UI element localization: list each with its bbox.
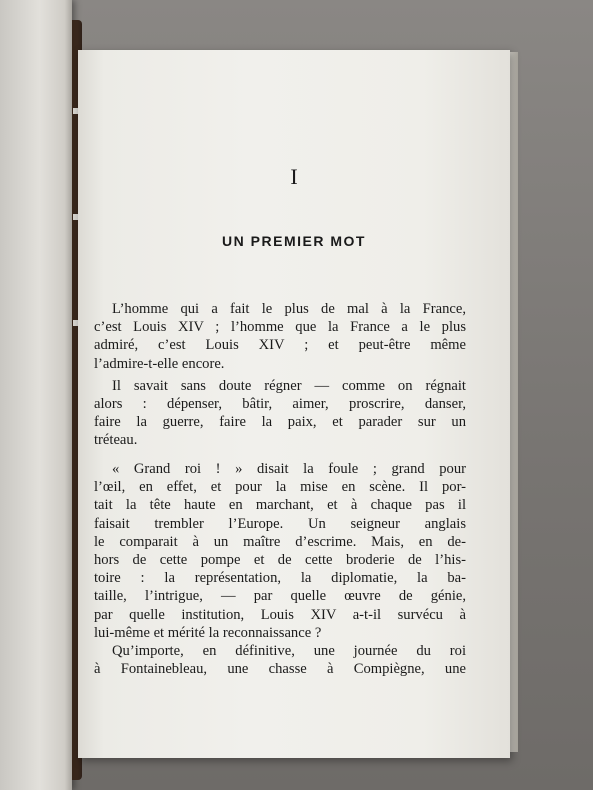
text-line: toire : la représentation, la diplomatie, la ba-: [94, 570, 466, 587]
left-page-edge: [0, 0, 72, 790]
text-line: c’est Louis XIV ; l’homme que la France a le plus: [94, 319, 466, 336]
text-line: taille, l’intrigue, — par quelle œuvre de génie,: [94, 588, 466, 605]
text-line: Il savait sans doute régner — comme on régnait: [112, 377, 466, 394]
chapter-number: I: [290, 164, 298, 189]
text-line: lui-même et mérité la reconnaissance ?: [94, 624, 322, 641]
text-line: l’œil, en effet, et pour la mise en scène. Il por-: [94, 479, 466, 496]
text-line: hors de cette pompe et de cette broderie de l’his-: [94, 552, 466, 569]
text-line: Qu’importe, en définitive, une journée du roi: [112, 643, 466, 660]
text-line: alors : dépenser, bâtir, aimer, proscrire, danser,: [94, 396, 466, 413]
text-line: l’admire-t-elle encore.: [94, 355, 225, 372]
paragraph-2: [94, 460, 466, 678]
page-stack-edge: [510, 52, 518, 752]
text-line: faisait trembler l’Europe. Un seigneur anglais: [94, 515, 466, 532]
text-line: L’homme qui a fait le plus de mal à la France,: [112, 301, 466, 317]
chapter-title: UN PREMIER MOT: [222, 233, 366, 249]
text-line: tréteau.: [94, 432, 138, 449]
text-line: faire la guerre, faire la paix, et parader sur un: [94, 414, 466, 431]
text-line: « Grand roi ! » disait la foule ; grand pour: [112, 461, 466, 477]
text-line: admiré, c’est Louis XIV ; et peut-être même: [94, 337, 466, 354]
text-line: tait la tête haute en marchant, et à chaque pas il: [94, 497, 466, 514]
text-line: par quelle institution, Louis XIV a-t-il survécu à: [94, 606, 466, 623]
text-line: le comparait à un maître d’escrime. Mais, en de-: [94, 533, 466, 550]
text-line: à Fontainebleau, une chasse à Compiègne, une: [94, 661, 466, 678]
paragraph-1: [94, 300, 466, 450]
